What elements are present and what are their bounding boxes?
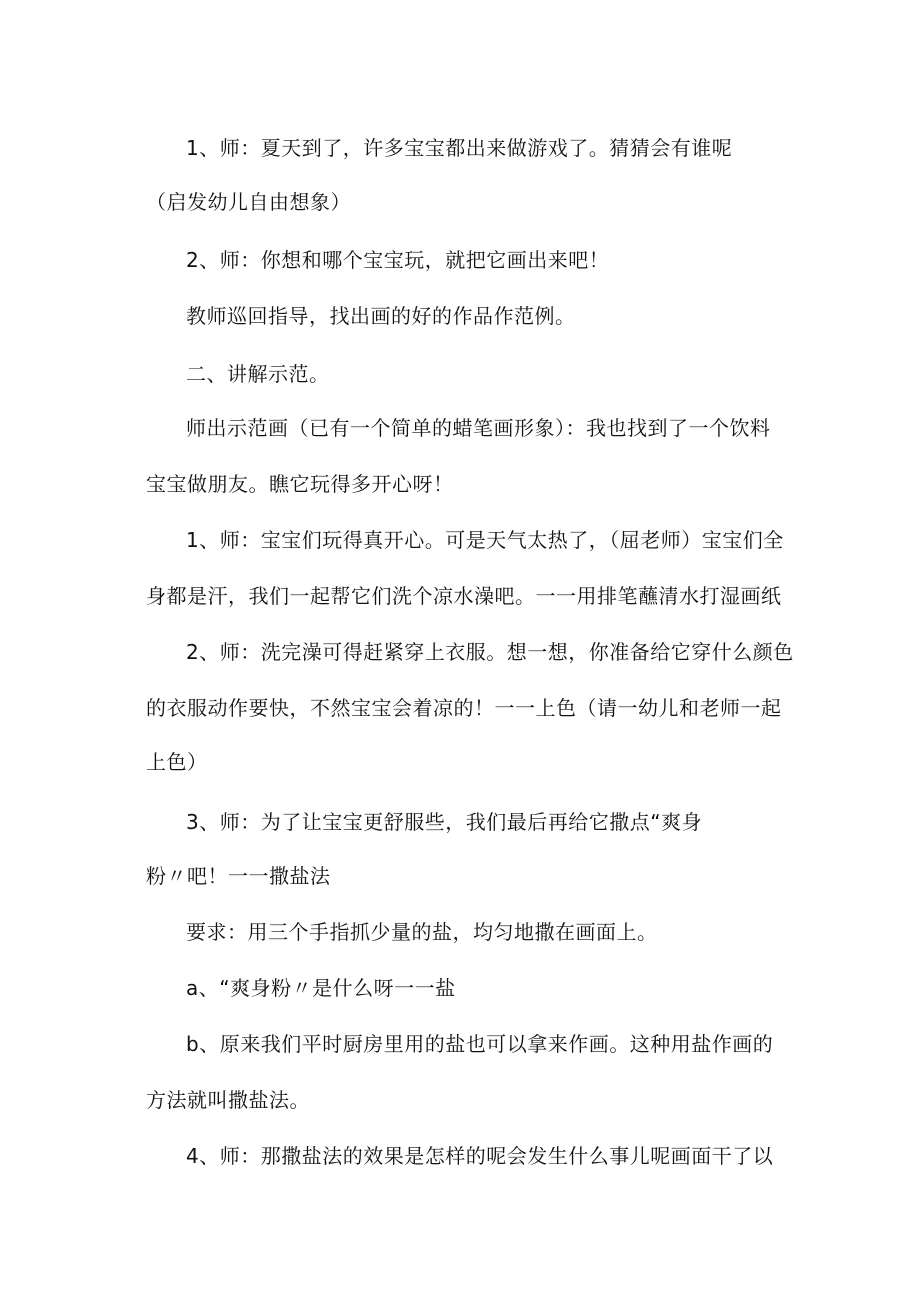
text-line: 教师巡回指导，找出画的好的作品作范例。 <box>186 304 576 328</box>
text-line: 身都是汗，我们一起帮它们洗个凉水澡吧。一一用排笔蘸清水打湿画纸 <box>146 584 782 608</box>
text-line: 3、师：为了让宝宝更舒服些，我们最后再给它撒点“爽身 <box>186 810 703 834</box>
list-item: a、“爽身粉〃是什么呀一一盐 <box>186 976 456 1000</box>
list-item: b、原来我们平时厨房里用的盐也可以拿来作画。这种用盐作画的 <box>186 1032 774 1056</box>
text-line: 粉〃吧！一一撒盐法 <box>146 864 331 888</box>
text-line: 4、师：那撒盐法的效果是怎样的呢会发生什么事儿呢画面干了以 <box>186 1144 774 1168</box>
text-line: 1、师：宝宝们玩得真开心。可是天气太热了，（屈老师）宝宝们全 <box>186 528 784 552</box>
text-line: 宝宝做朋友。瞧它玩得多开心呀！ <box>146 472 454 496</box>
text-line: 方法就叫撒盐法。 <box>146 1088 310 1112</box>
text-line: 2、师：你想和哪个宝宝玩，就把它画出来吧！ <box>186 248 610 272</box>
text-line: 2、师：洗完澡可得赶紧穿上衣服。想一想，你准备给它穿什么颜色 <box>186 640 794 664</box>
text-line: （启发幼儿自由想象） <box>146 190 351 214</box>
text-line: 要求：用三个手指抓少量的盐，均匀地撒在画面上。 <box>186 920 658 944</box>
text-line: 上色） <box>146 750 208 774</box>
text-line: 的衣服动作要快，不然宝宝会着凉的！一一上色（请一幼儿和老师一起 <box>146 696 782 720</box>
text-line: 师出示范画（已有一个简单的蜡笔画形象）：我也找到了一个饮料 <box>186 416 771 440</box>
section-heading: 二、讲解示范。 <box>186 362 330 386</box>
text-line: 1、师：夏天到了，许多宝宝都出来做游戏了。猜猜会有谁呢 <box>186 136 733 160</box>
